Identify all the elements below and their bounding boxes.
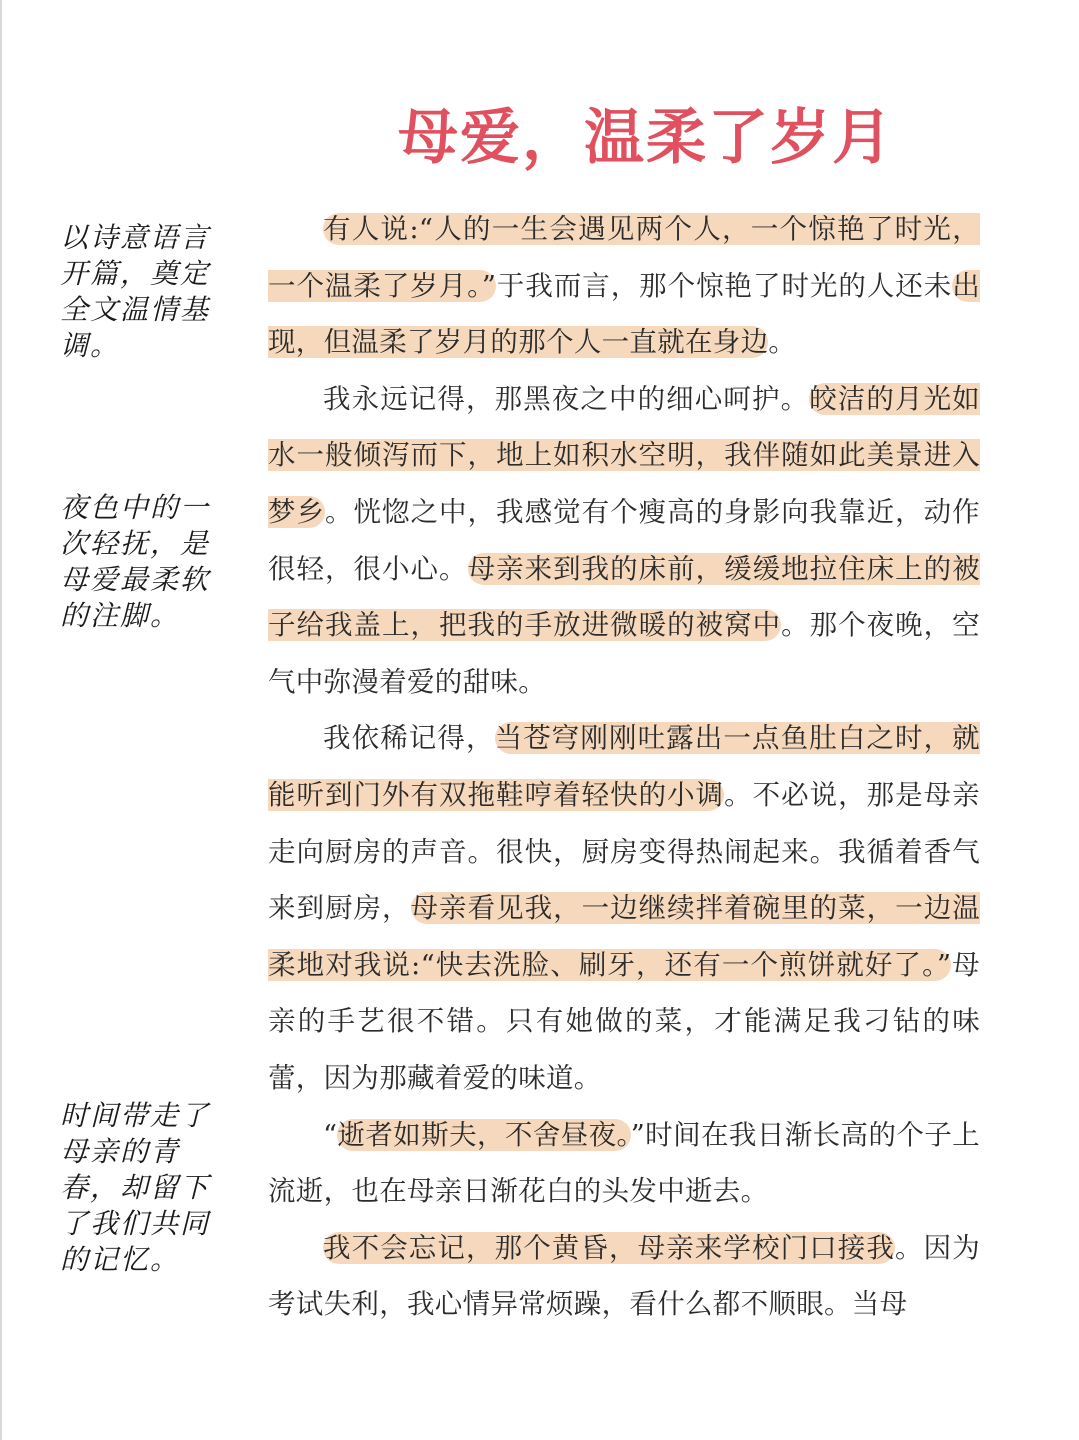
margin-note: 时间带走了母亲的青春，却留下了我们共同的记忆。 <box>60 1099 211 1276</box>
text-segment: 我依稀记得， <box>323 722 495 755</box>
highlighted-text: 皎洁的月光如水一般倾泻而下，地上如积水空明，我伴随如此美景进入梦乡 <box>268 382 980 528</box>
highlighted-text: 我不会忘记，那个黄昏，母亲来学校门口接我 <box>323 1231 895 1264</box>
page-title: 母爱，温柔了岁月 <box>398 103 894 173</box>
paragraph <box>268 1220 980 1333</box>
article-body <box>268 201 980 1333</box>
paragraph <box>268 1107 980 1220</box>
text-segment: 。恍惚之中，我感觉有个瘦高的身影向我靠近，动作很轻，很小心。 <box>268 495 980 585</box>
text-segment: 。 <box>768 326 797 359</box>
text-segment: 于我而言，那个惊艳了时光的人还未 <box>496 269 953 302</box>
highlighted-text: 当苍穹刚刚吐露出一点鱼肚白之时，就能听到门外有双拖鞋哼着轻快的小调 <box>268 722 980 811</box>
highlighted-text: 母亲看见我，一边继续拌着碗里的菜，一边温柔地对我说:“快去洗脸、刷牙，还有一个煎饼就好了。” <box>268 892 981 981</box>
paragraph <box>268 201 980 371</box>
paragraph <box>268 710 980 1106</box>
text-segment: 。因为考试失利，我心情异常烦躁，看什么都不顺眼。当母 <box>268 1231 980 1321</box>
text-segment: 。那个夜晚，空气中弥漫着爱的甜味。 <box>268 609 980 698</box>
paragraph <box>268 371 980 711</box>
left-border-line <box>0 0 2 1440</box>
highlighted-text: 母亲来到我的床前，缓缓地拉住床上的被子给我盖上，把我的手放进微暖的被窝中 <box>268 552 980 642</box>
text-segment: ”时间在我日渐长高的个子上流逝，也在母亲日渐花白的头发中逝去。 <box>268 1118 980 1208</box>
text-segment: 母亲的手艺很不错。只有她做的菜，才能满足我刁钻的味蕾，因为那藏着爱的味道。 <box>268 948 980 1094</box>
text-segment: 。不必说，那是母亲走向厨房的声音。很快，厨房变得热闹起来。我循着香气来到厨房， <box>268 778 980 925</box>
highlighted-text: 出现，但温柔了岁月的那个人一直就在身边 <box>268 269 980 359</box>
margin-note: 以诗意语言开篇，奠定全文温情基调。 <box>60 221 211 362</box>
highlighted-text: 有人说:“人的一生会遇见两个人，一个惊艳了时光，一个温柔了岁月。” <box>268 213 980 302</box>
text-segment: “ <box>323 1118 338 1151</box>
text-segment: 我永远记得，那黑夜之中的细心呵护。 <box>323 382 810 415</box>
margin-note: 夜色中的一次轻抚，是母爱最柔软的注脚。 <box>60 491 211 632</box>
highlighted-text: 逝者如斯夫，不舍昼夜。 <box>337 1118 631 1151</box>
